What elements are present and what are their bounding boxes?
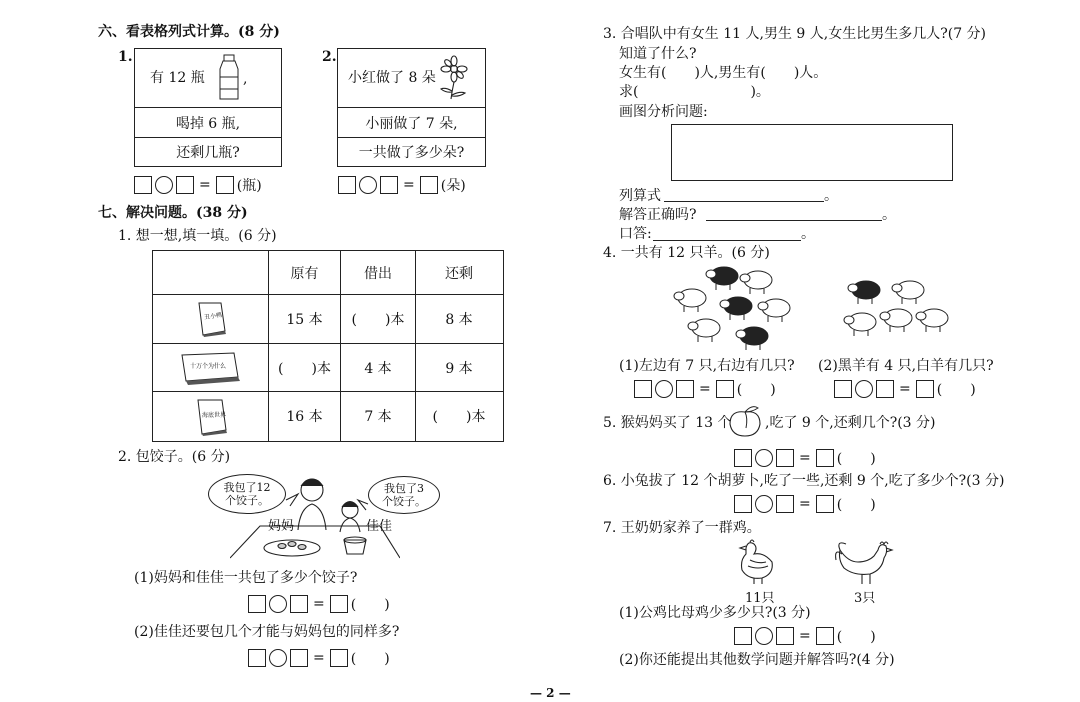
- q3-title: 3. 合唱队中有女生 11 人,男生 9 人,女生比男生多几人?(7 分): [603, 26, 987, 42]
- section-6-title: 六、看表格列式计算。(8 分): [98, 24, 280, 40]
- answer-box[interactable]: [776, 627, 794, 645]
- book-icon-3: 海底世界: [194, 398, 230, 440]
- operator-circle[interactable]: [755, 449, 773, 467]
- header-left: 还剩: [445, 265, 473, 282]
- operator-circle[interactable]: [269, 649, 287, 667]
- cell: 7 本: [364, 409, 392, 425]
- cell-blank[interactable]: ( )本: [432, 409, 486, 425]
- answer-box[interactable]: [134, 176, 152, 194]
- q7-sub1: (1)公鸡比母鸡少多少只?(3 分): [619, 605, 811, 621]
- q1-title: 1. 想一想,填一填。(6 分): [118, 228, 277, 244]
- answer-box[interactable]: [248, 649, 266, 667]
- q2-title: 2. 包饺子。(6 分): [118, 449, 231, 465]
- problem-2-row1: 小红做了 8 朵: [348, 70, 436, 86]
- q4-sub2: (2)黑羊有 4 只,白羊有几只?: [818, 358, 994, 374]
- q4-title: 4. 一共有 12 只羊。(6 分): [603, 245, 770, 261]
- q3-correct-label: 解答正确吗?: [619, 207, 697, 223]
- cell: 16 本: [286, 409, 323, 425]
- book-icon-2: 十万个为什么: [180, 351, 242, 391]
- answer-box[interactable]: [634, 380, 652, 398]
- q7-sub1-equation: = ( ): [734, 626, 876, 646]
- answer-box[interactable]: [716, 380, 734, 398]
- answer-box[interactable]: [248, 595, 266, 613]
- hen-count: 11只: [745, 591, 775, 606]
- q7-title: 7. 王奶奶家养了一群鸡。: [603, 520, 761, 536]
- answer-box[interactable]: [734, 495, 752, 513]
- cell: 8 本: [445, 312, 473, 328]
- section-7-title: 七、解决问题。(38 分): [98, 205, 248, 221]
- q6-title: 6. 小兔拔了 12 个胡萝卜,吃了一些,还剩 9 个,吃了多少个?(3 分): [603, 473, 1005, 489]
- answer-box[interactable]: [816, 627, 834, 645]
- peach-icon: [726, 402, 764, 440]
- answer-box[interactable]: [338, 176, 356, 194]
- problem-1-equation: = (瓶): [134, 175, 262, 195]
- q3-formula-label: 列算式: [619, 188, 661, 204]
- book-icon-1: 丑小鸭: [195, 301, 229, 341]
- answer-box[interactable]: [216, 176, 234, 194]
- hen-icon: [734, 538, 778, 586]
- answer-box[interactable]: [916, 380, 934, 398]
- operator-circle[interactable]: [755, 627, 773, 645]
- answer-box[interactable]: [290, 649, 308, 667]
- correct-line[interactable]: [706, 220, 882, 221]
- problem-1-row1: 有 12 瓶: [150, 70, 205, 86]
- header-original: 原有: [290, 265, 319, 282]
- q4-sub1: (1)左边有 7 只,右边有几只?: [619, 358, 795, 374]
- cell: 4 本: [364, 360, 392, 377]
- q2-sub1: (1)妈妈和佳佳一共包了多少个饺子?: [134, 570, 358, 586]
- problem-2-equation: = (朵): [338, 175, 466, 195]
- q6-equation: = ( ): [734, 494, 876, 514]
- answer-box[interactable]: [816, 495, 834, 513]
- q2-sub2-equation: = ( ): [248, 648, 390, 668]
- rooster-icon: [834, 540, 894, 586]
- operator-circle[interactable]: [855, 380, 873, 398]
- problem-2-row2: 小丽做了 7 朵,: [365, 115, 458, 132]
- rooster-count: 3只: [854, 591, 876, 606]
- q4-sub1-equation: = ( ): [634, 379, 776, 399]
- operator-circle[interactable]: [755, 495, 773, 513]
- cell-blank[interactable]: ( )本: [278, 360, 331, 377]
- operator-circle[interactable]: [269, 595, 287, 613]
- drawing-area[interactable]: [671, 124, 953, 181]
- answer-box[interactable]: [834, 380, 852, 398]
- answer-box[interactable]: [420, 176, 438, 194]
- operator-circle[interactable]: [155, 176, 173, 194]
- problem-1-row2: 喝掉 6 瓶,: [175, 115, 241, 132]
- answer-box[interactable]: [816, 449, 834, 467]
- flower-icon: [437, 55, 471, 101]
- q7-sub2: (2)你还能提出其他数学问题并解答吗?(4 分): [619, 652, 895, 668]
- problem-2-row3: 一共做了多少朵?: [358, 145, 465, 161]
- operator-circle[interactable]: [655, 380, 673, 398]
- answer-box[interactable]: [734, 449, 752, 467]
- problem-1-row3: 还剩几瓶?: [176, 145, 240, 161]
- answer-box[interactable]: [876, 380, 894, 398]
- formula-line[interactable]: [664, 201, 824, 202]
- answer-box[interactable]: [330, 649, 348, 667]
- answer-box[interactable]: [290, 595, 308, 613]
- label-jiajia: 佳佳: [366, 519, 393, 534]
- q3-line2[interactable]: 求( )。: [619, 84, 770, 100]
- cell-blank[interactable]: ( )本: [351, 312, 405, 328]
- answer-box[interactable]: [776, 495, 794, 513]
- sheep-group-left: [672, 262, 812, 354]
- sheep-group-right: [842, 274, 960, 342]
- cell: 9 本: [445, 360, 473, 377]
- q5-title-a: 5. 猴妈妈买了 13 个: [603, 415, 732, 431]
- q3-know: 知道了什么?: [619, 46, 697, 62]
- q5-equation: = ( ): [734, 448, 876, 468]
- bottle-icon: [218, 53, 240, 103]
- q2-sub1-equation: = ( ): [248, 594, 390, 614]
- cell: 15 本: [286, 312, 323, 328]
- answer-box[interactable]: [734, 627, 752, 645]
- answer-box[interactable]: [776, 449, 794, 467]
- problem-1-number: 1.: [118, 49, 133, 65]
- q3-draw: 画图分析问题:: [619, 104, 708, 120]
- operator-circle[interactable]: [359, 176, 377, 194]
- page-number: — 2 —: [530, 686, 571, 700]
- problem-2-number: 2.: [322, 49, 337, 65]
- answer-box[interactable]: [676, 380, 694, 398]
- speech-bubble-mom: 我包了12个饺子。: [208, 474, 286, 514]
- label-mom: 妈妈: [268, 519, 295, 534]
- header-lent: 借出: [364, 265, 392, 282]
- q4-sub2-equation: = ( ): [834, 379, 976, 399]
- q2-sub2: (2)佳佳还要包几个才能与妈妈包的同样多?: [134, 624, 400, 640]
- answer-box[interactable]: [380, 176, 398, 194]
- q5-title-b: ,吃了 9 个,还剩几个?(3 分): [765, 415, 936, 431]
- speech-bubble-jiajia: 我包了3个饺子。: [368, 476, 440, 514]
- q3-line1[interactable]: 女生有( )人,男生有( )人。: [619, 65, 828, 81]
- answer-line[interactable]: [653, 240, 801, 241]
- answer-box[interactable]: [330, 595, 348, 613]
- q3-answer-label: 口答:: [619, 226, 652, 242]
- answer-box[interactable]: [176, 176, 194, 194]
